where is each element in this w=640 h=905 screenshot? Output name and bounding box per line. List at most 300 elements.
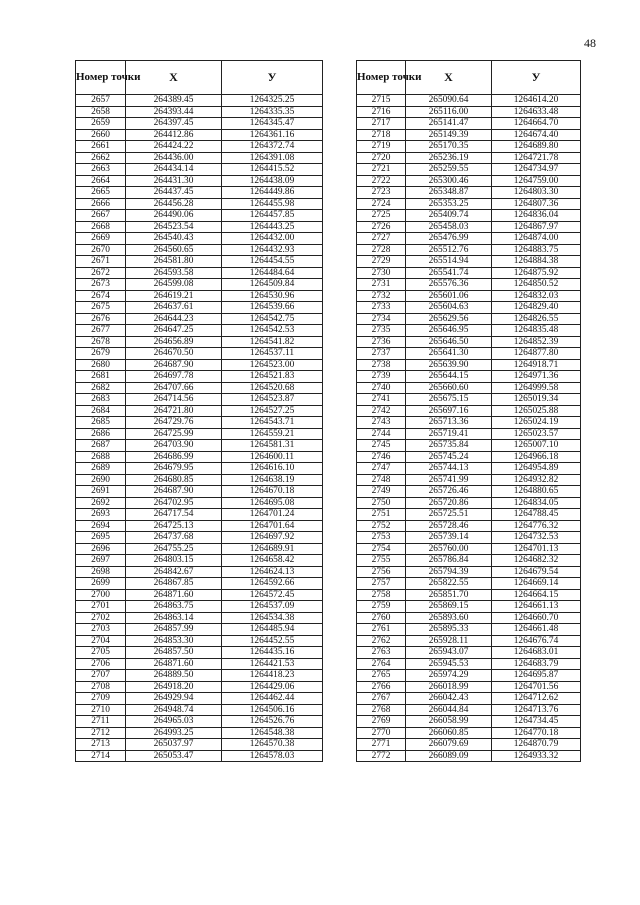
cell-point-number: 2721	[357, 164, 406, 176]
cell-x: 265745.24	[406, 451, 492, 463]
table-row	[357, 129, 581, 141]
cell-y: 1264874.00	[492, 233, 581, 245]
cell-point-number: 2726	[357, 221, 406, 233]
cell-y: 1264600.11	[222, 451, 323, 463]
table-row	[357, 244, 581, 256]
cell-x: 265458.03	[406, 221, 492, 233]
table-row	[357, 612, 581, 624]
cell-y: 1264776.32	[492, 520, 581, 532]
cell-x: 264721.80	[126, 405, 222, 417]
cell-point-number: 2717	[357, 118, 406, 130]
cell-x: 265675.15	[406, 394, 492, 406]
cell-x: 265348.87	[406, 187, 492, 199]
header-y: У	[492, 61, 581, 95]
cell-y: 1264462.44	[222, 693, 323, 705]
cell-x: 264857.99	[126, 624, 222, 636]
cell-x: 266042.43	[406, 693, 492, 705]
table-row	[357, 658, 581, 670]
cell-x: 265739.14	[406, 532, 492, 544]
cell-y: 1264834.05	[492, 497, 581, 509]
cell-y: 1264592.66	[222, 578, 323, 590]
table-row	[76, 497, 323, 509]
cell-x: 264560.65	[126, 244, 222, 256]
cell-x: 264725.99	[126, 428, 222, 440]
cell-y: 1264759.00	[492, 175, 581, 187]
cell-y: 1264523.00	[222, 359, 323, 371]
cell-point-number: 2690	[76, 474, 126, 486]
cell-x: 264871.60	[126, 589, 222, 601]
cell-x: 265794.39	[406, 566, 492, 578]
cell-y: 1264542.53	[222, 325, 323, 337]
cell-point-number: 2752	[357, 520, 406, 532]
cell-x: 265514.94	[406, 256, 492, 268]
cell-point-number: 2747	[357, 463, 406, 475]
cell-point-number: 2741	[357, 394, 406, 406]
table-row	[76, 394, 323, 406]
cell-point-number: 2688	[76, 451, 126, 463]
cell-point-number: 2712	[76, 727, 126, 739]
table-row	[357, 164, 581, 176]
cell-point-number: 2664	[76, 175, 126, 187]
cell-point-number: 2669	[76, 233, 126, 245]
table-row	[76, 221, 323, 233]
cell-x: 264437.45	[126, 187, 222, 199]
cell-point-number: 2735	[357, 325, 406, 337]
cell-point-number: 2667	[76, 210, 126, 222]
cell-point-number: 2704	[76, 635, 126, 647]
cell-y: 1264788.45	[492, 509, 581, 521]
table-row	[357, 474, 581, 486]
table-row	[357, 313, 581, 325]
cell-x: 264581.80	[126, 256, 222, 268]
cell-x: 265053.47	[126, 750, 222, 762]
cell-x: 264523.54	[126, 221, 222, 233]
cell-x: 264389.45	[126, 95, 222, 107]
cell-x: 265725.51	[406, 509, 492, 521]
cell-y: 1264526.76	[222, 716, 323, 728]
coordinates-table-right	[356, 60, 581, 762]
table-row	[76, 739, 323, 751]
cell-x: 265720.86	[406, 497, 492, 509]
cell-point-number: 2657	[76, 95, 126, 107]
cell-y: 1264509.84	[222, 279, 323, 291]
cell-point-number: 2768	[357, 704, 406, 716]
cell-x: 265149.39	[406, 129, 492, 141]
cell-point-number: 2749	[357, 486, 406, 498]
cell-x: 264490.06	[126, 210, 222, 222]
coordinates-table-left	[75, 60, 323, 762]
table-row	[357, 520, 581, 532]
table-row	[357, 210, 581, 222]
cell-x: 264737.68	[126, 532, 222, 544]
table-row	[357, 371, 581, 383]
table-header-row	[76, 61, 323, 95]
cell-x: 265945.53	[406, 658, 492, 670]
cell-y: 1264870.79	[492, 739, 581, 751]
cell-point-number: 2751	[357, 509, 406, 521]
cell-point-number: 2670	[76, 244, 126, 256]
cell-x: 264929.94	[126, 693, 222, 705]
cell-point-number: 2759	[357, 601, 406, 613]
cell-point-number: 2730	[357, 267, 406, 279]
cell-y: 1264452.55	[222, 635, 323, 647]
cell-x: 265512.76	[406, 244, 492, 256]
table-row	[76, 348, 323, 360]
table-row	[76, 382, 323, 394]
table-row	[357, 221, 581, 233]
cell-point-number: 2733	[357, 302, 406, 314]
cell-point-number: 2743	[357, 417, 406, 429]
cell-y: 1264683.79	[492, 658, 581, 670]
table-row	[357, 302, 581, 314]
cell-y: 1264572.45	[222, 589, 323, 601]
table-row	[357, 624, 581, 636]
page-number: 48	[584, 36, 596, 50]
cell-point-number: 2740	[357, 382, 406, 394]
cell-y: 1264484.64	[222, 267, 323, 279]
cell-point-number: 2770	[357, 727, 406, 739]
table-row	[76, 290, 323, 302]
table-row	[357, 635, 581, 647]
table-row	[76, 440, 323, 452]
cell-y: 1264734.97	[492, 164, 581, 176]
cell-point-number: 2687	[76, 440, 126, 452]
cell-y: 1264548.38	[222, 727, 323, 739]
table-row	[76, 359, 323, 371]
cell-y: 1265025.88	[492, 405, 581, 417]
table-row	[76, 417, 323, 429]
table-row	[357, 267, 581, 279]
table-row	[357, 704, 581, 716]
cell-point-number: 2742	[357, 405, 406, 417]
cell-x: 264431.30	[126, 175, 222, 187]
cell-y: 1264661.13	[492, 601, 581, 613]
cell-y: 1264712.62	[492, 693, 581, 705]
cell-y: 1264880.65	[492, 486, 581, 498]
cell-point-number: 2720	[357, 152, 406, 164]
cell-y: 1264732.53	[492, 532, 581, 544]
cell-y: 1264421.53	[222, 658, 323, 670]
cell-x: 264670.50	[126, 348, 222, 360]
cell-point-number: 2763	[357, 647, 406, 659]
table-row	[357, 670, 581, 682]
cell-point-number: 2708	[76, 681, 126, 693]
cell-x: 264714.56	[126, 394, 222, 406]
table-row	[76, 405, 323, 417]
cell-point-number: 2738	[357, 359, 406, 371]
cell-x: 265641.30	[406, 348, 492, 360]
cell-y: 1264695.87	[492, 670, 581, 682]
cell-x: 264918.20	[126, 681, 222, 693]
cell-y: 1264335.35	[222, 106, 323, 118]
cell-y: 1264438.09	[222, 175, 323, 187]
cell-point-number: 2746	[357, 451, 406, 463]
cell-x: 266018.99	[406, 681, 492, 693]
table-row	[357, 233, 581, 245]
table-row	[357, 486, 581, 498]
table-row	[357, 394, 581, 406]
cell-x: 264948.74	[126, 704, 222, 716]
cell-y: 1264734.45	[492, 716, 581, 728]
cell-point-number: 2682	[76, 382, 126, 394]
cell-y: 1264429.06	[222, 681, 323, 693]
cell-point-number: 2724	[357, 198, 406, 210]
table-row	[357, 451, 581, 463]
cell-x: 265726.46	[406, 486, 492, 498]
cell-x: 265869.15	[406, 601, 492, 613]
cell-y: 1264884.38	[492, 256, 581, 268]
cell-point-number: 2685	[76, 417, 126, 429]
cell-y: 1264852.39	[492, 336, 581, 348]
cell-y: 1264999.58	[492, 382, 581, 394]
cell-x: 264871.60	[126, 658, 222, 670]
cell-x: 265604.63	[406, 302, 492, 314]
cell-x: 264679.95	[126, 463, 222, 475]
table-row	[357, 463, 581, 475]
table-row	[357, 95, 581, 107]
table-row	[76, 681, 323, 693]
cell-x: 265728.46	[406, 520, 492, 532]
table-row	[357, 187, 581, 199]
cell-y: 1265007.10	[492, 440, 581, 452]
cell-x: 264993.25	[126, 727, 222, 739]
header-point-number: Номер точки	[76, 61, 126, 95]
cell-point-number: 2658	[76, 106, 126, 118]
table-row	[76, 279, 323, 291]
cell-x: 264687.90	[126, 486, 222, 498]
cell-point-number: 2750	[357, 497, 406, 509]
cell-point-number: 2769	[357, 716, 406, 728]
cell-y: 1264682.32	[492, 555, 581, 567]
cell-point-number: 2681	[76, 371, 126, 383]
cell-point-number: 2694	[76, 520, 126, 532]
table-row	[76, 198, 323, 210]
cell-y: 1264954.89	[492, 463, 581, 475]
cell-y: 1264664.70	[492, 118, 581, 130]
cell-y: 1264683.01	[492, 647, 581, 659]
cell-point-number: 2696	[76, 543, 126, 555]
cell-x: 264637.61	[126, 302, 222, 314]
table-row	[357, 532, 581, 544]
cell-x: 265851.70	[406, 589, 492, 601]
cell-y: 1264877.80	[492, 348, 581, 360]
cell-point-number: 2705	[76, 647, 126, 659]
cell-point-number: 2713	[76, 739, 126, 751]
cell-point-number: 2674	[76, 290, 126, 302]
cell-y: 1264966.18	[492, 451, 581, 463]
cell-point-number: 2718	[357, 129, 406, 141]
table-row	[76, 750, 323, 762]
cell-point-number: 2677	[76, 325, 126, 337]
cell-x: 265300.46	[406, 175, 492, 187]
table-row	[76, 210, 323, 222]
cell-x: 265259.55	[406, 164, 492, 176]
cell-point-number: 2739	[357, 371, 406, 383]
cell-x: 266058.99	[406, 716, 492, 728]
cell-y: 1264432.00	[222, 233, 323, 245]
table-row	[76, 336, 323, 348]
cell-x: 265170.35	[406, 141, 492, 153]
cell-point-number: 2698	[76, 566, 126, 578]
cell-point-number: 2729	[357, 256, 406, 268]
cell-point-number: 2711	[76, 716, 126, 728]
table-row	[76, 451, 323, 463]
table-row	[76, 589, 323, 601]
cell-y: 1264658.42	[222, 555, 323, 567]
cell-point-number: 2678	[76, 336, 126, 348]
table-row	[76, 256, 323, 268]
cell-x: 265644.15	[406, 371, 492, 383]
cell-point-number: 2725	[357, 210, 406, 222]
table-row	[76, 670, 323, 682]
cell-x: 264647.25	[126, 325, 222, 337]
cell-x: 264842.67	[126, 566, 222, 578]
cell-point-number: 2732	[357, 290, 406, 302]
table-row	[76, 313, 323, 325]
cell-point-number: 2700	[76, 589, 126, 601]
cell-x: 265735.84	[406, 440, 492, 452]
table-row	[76, 164, 323, 176]
cell-y: 1264485.94	[222, 624, 323, 636]
cell-y: 1264832.03	[492, 290, 581, 302]
table-row	[357, 601, 581, 613]
cell-y: 1264542.75	[222, 313, 323, 325]
cell-y: 1264829.40	[492, 302, 581, 314]
cell-point-number: 2756	[357, 566, 406, 578]
cell-x: 264687.90	[126, 359, 222, 371]
cell-point-number: 2709	[76, 693, 126, 705]
cell-x: 264867.85	[126, 578, 222, 590]
cell-x: 266079.69	[406, 739, 492, 751]
cell-point-number: 2731	[357, 279, 406, 291]
cell-point-number: 2765	[357, 670, 406, 682]
table-row	[357, 141, 581, 153]
table-row	[76, 474, 323, 486]
cell-y: 1265023.57	[492, 428, 581, 440]
cell-y: 1264701.24	[222, 509, 323, 521]
cell-y: 1264701.64	[222, 520, 323, 532]
cell-y: 1264559.21	[222, 428, 323, 440]
table-row	[76, 267, 323, 279]
cell-x: 265353.25	[406, 198, 492, 210]
header-y: У	[222, 61, 323, 95]
table-row	[357, 727, 581, 739]
cell-point-number: 2707	[76, 670, 126, 682]
table-row	[357, 118, 581, 130]
cell-x: 264863.14	[126, 612, 222, 624]
cell-y: 1264689.91	[222, 543, 323, 555]
cell-x: 264853.30	[126, 635, 222, 647]
cell-point-number: 2754	[357, 543, 406, 555]
cell-y: 1264721.78	[492, 152, 581, 164]
cell-x: 265713.36	[406, 417, 492, 429]
cell-y: 1264506.16	[222, 704, 323, 716]
table-row	[357, 647, 581, 659]
table-row	[76, 612, 323, 624]
cell-y: 1264539.66	[222, 302, 323, 314]
cell-point-number: 2672	[76, 267, 126, 279]
cell-x: 265646.95	[406, 325, 492, 337]
cell-y: 1264537.09	[222, 601, 323, 613]
cell-y: 1265019.34	[492, 394, 581, 406]
cell-x: 264393.44	[126, 106, 222, 118]
cell-x: 265760.00	[406, 543, 492, 555]
cell-x: 264540.43	[126, 233, 222, 245]
cell-y: 1264624.13	[222, 566, 323, 578]
table-row	[357, 290, 581, 302]
table-row	[76, 325, 323, 337]
cell-y: 1264697.92	[222, 532, 323, 544]
cell-x: 264697.78	[126, 371, 222, 383]
cell-x: 264619.21	[126, 290, 222, 302]
cell-point-number: 2689	[76, 463, 126, 475]
table-row	[76, 716, 323, 728]
table-row	[76, 152, 323, 164]
table-row	[76, 95, 323, 107]
table-row	[357, 417, 581, 429]
table-row	[76, 727, 323, 739]
cell-point-number: 2666	[76, 198, 126, 210]
cell-point-number: 2714	[76, 750, 126, 762]
table-row	[357, 693, 581, 705]
table-row	[357, 681, 581, 693]
table-row	[76, 520, 323, 532]
cell-x: 264965.03	[126, 716, 222, 728]
cell-y: 1264415.52	[222, 164, 323, 176]
table-row	[76, 566, 323, 578]
cell-y: 1264325.25	[222, 95, 323, 107]
cell-x: 265116.00	[406, 106, 492, 118]
cell-y: 1264372.74	[222, 141, 323, 153]
cell-y: 1264527.25	[222, 405, 323, 417]
cell-y: 1264530.96	[222, 290, 323, 302]
cell-point-number: 2766	[357, 681, 406, 693]
cell-point-number: 2663	[76, 164, 126, 176]
table-row	[76, 704, 323, 716]
cell-y: 1264835.48	[492, 325, 581, 337]
cell-point-number: 2723	[357, 187, 406, 199]
table-row	[76, 302, 323, 314]
cell-x: 264397.45	[126, 118, 222, 130]
cell-y: 1264883.75	[492, 244, 581, 256]
cell-point-number: 2719	[357, 141, 406, 153]
table-row	[76, 371, 323, 383]
cell-y: 1264361.16	[222, 129, 323, 141]
cell-point-number: 2686	[76, 428, 126, 440]
table-row	[76, 233, 323, 245]
cell-point-number: 2764	[357, 658, 406, 670]
cell-point-number: 2728	[357, 244, 406, 256]
table-row	[357, 750, 581, 762]
table-row	[357, 152, 581, 164]
cell-point-number: 2691	[76, 486, 126, 498]
cell-point-number: 2665	[76, 187, 126, 199]
cell-point-number: 2737	[357, 348, 406, 360]
cell-y: 1264578.03	[222, 750, 323, 762]
table-row	[357, 440, 581, 452]
cell-y: 1264616.10	[222, 463, 323, 475]
cell-y: 1264449.86	[222, 187, 323, 199]
table-row	[76, 658, 323, 670]
cell-point-number: 2771	[357, 739, 406, 751]
table-row	[357, 739, 581, 751]
cell-y: 1264867.97	[492, 221, 581, 233]
cell-point-number: 2727	[357, 233, 406, 245]
cell-point-number: 2722	[357, 175, 406, 187]
table-row	[357, 106, 581, 118]
cell-point-number: 2680	[76, 359, 126, 371]
cell-y: 1264418.23	[222, 670, 323, 682]
